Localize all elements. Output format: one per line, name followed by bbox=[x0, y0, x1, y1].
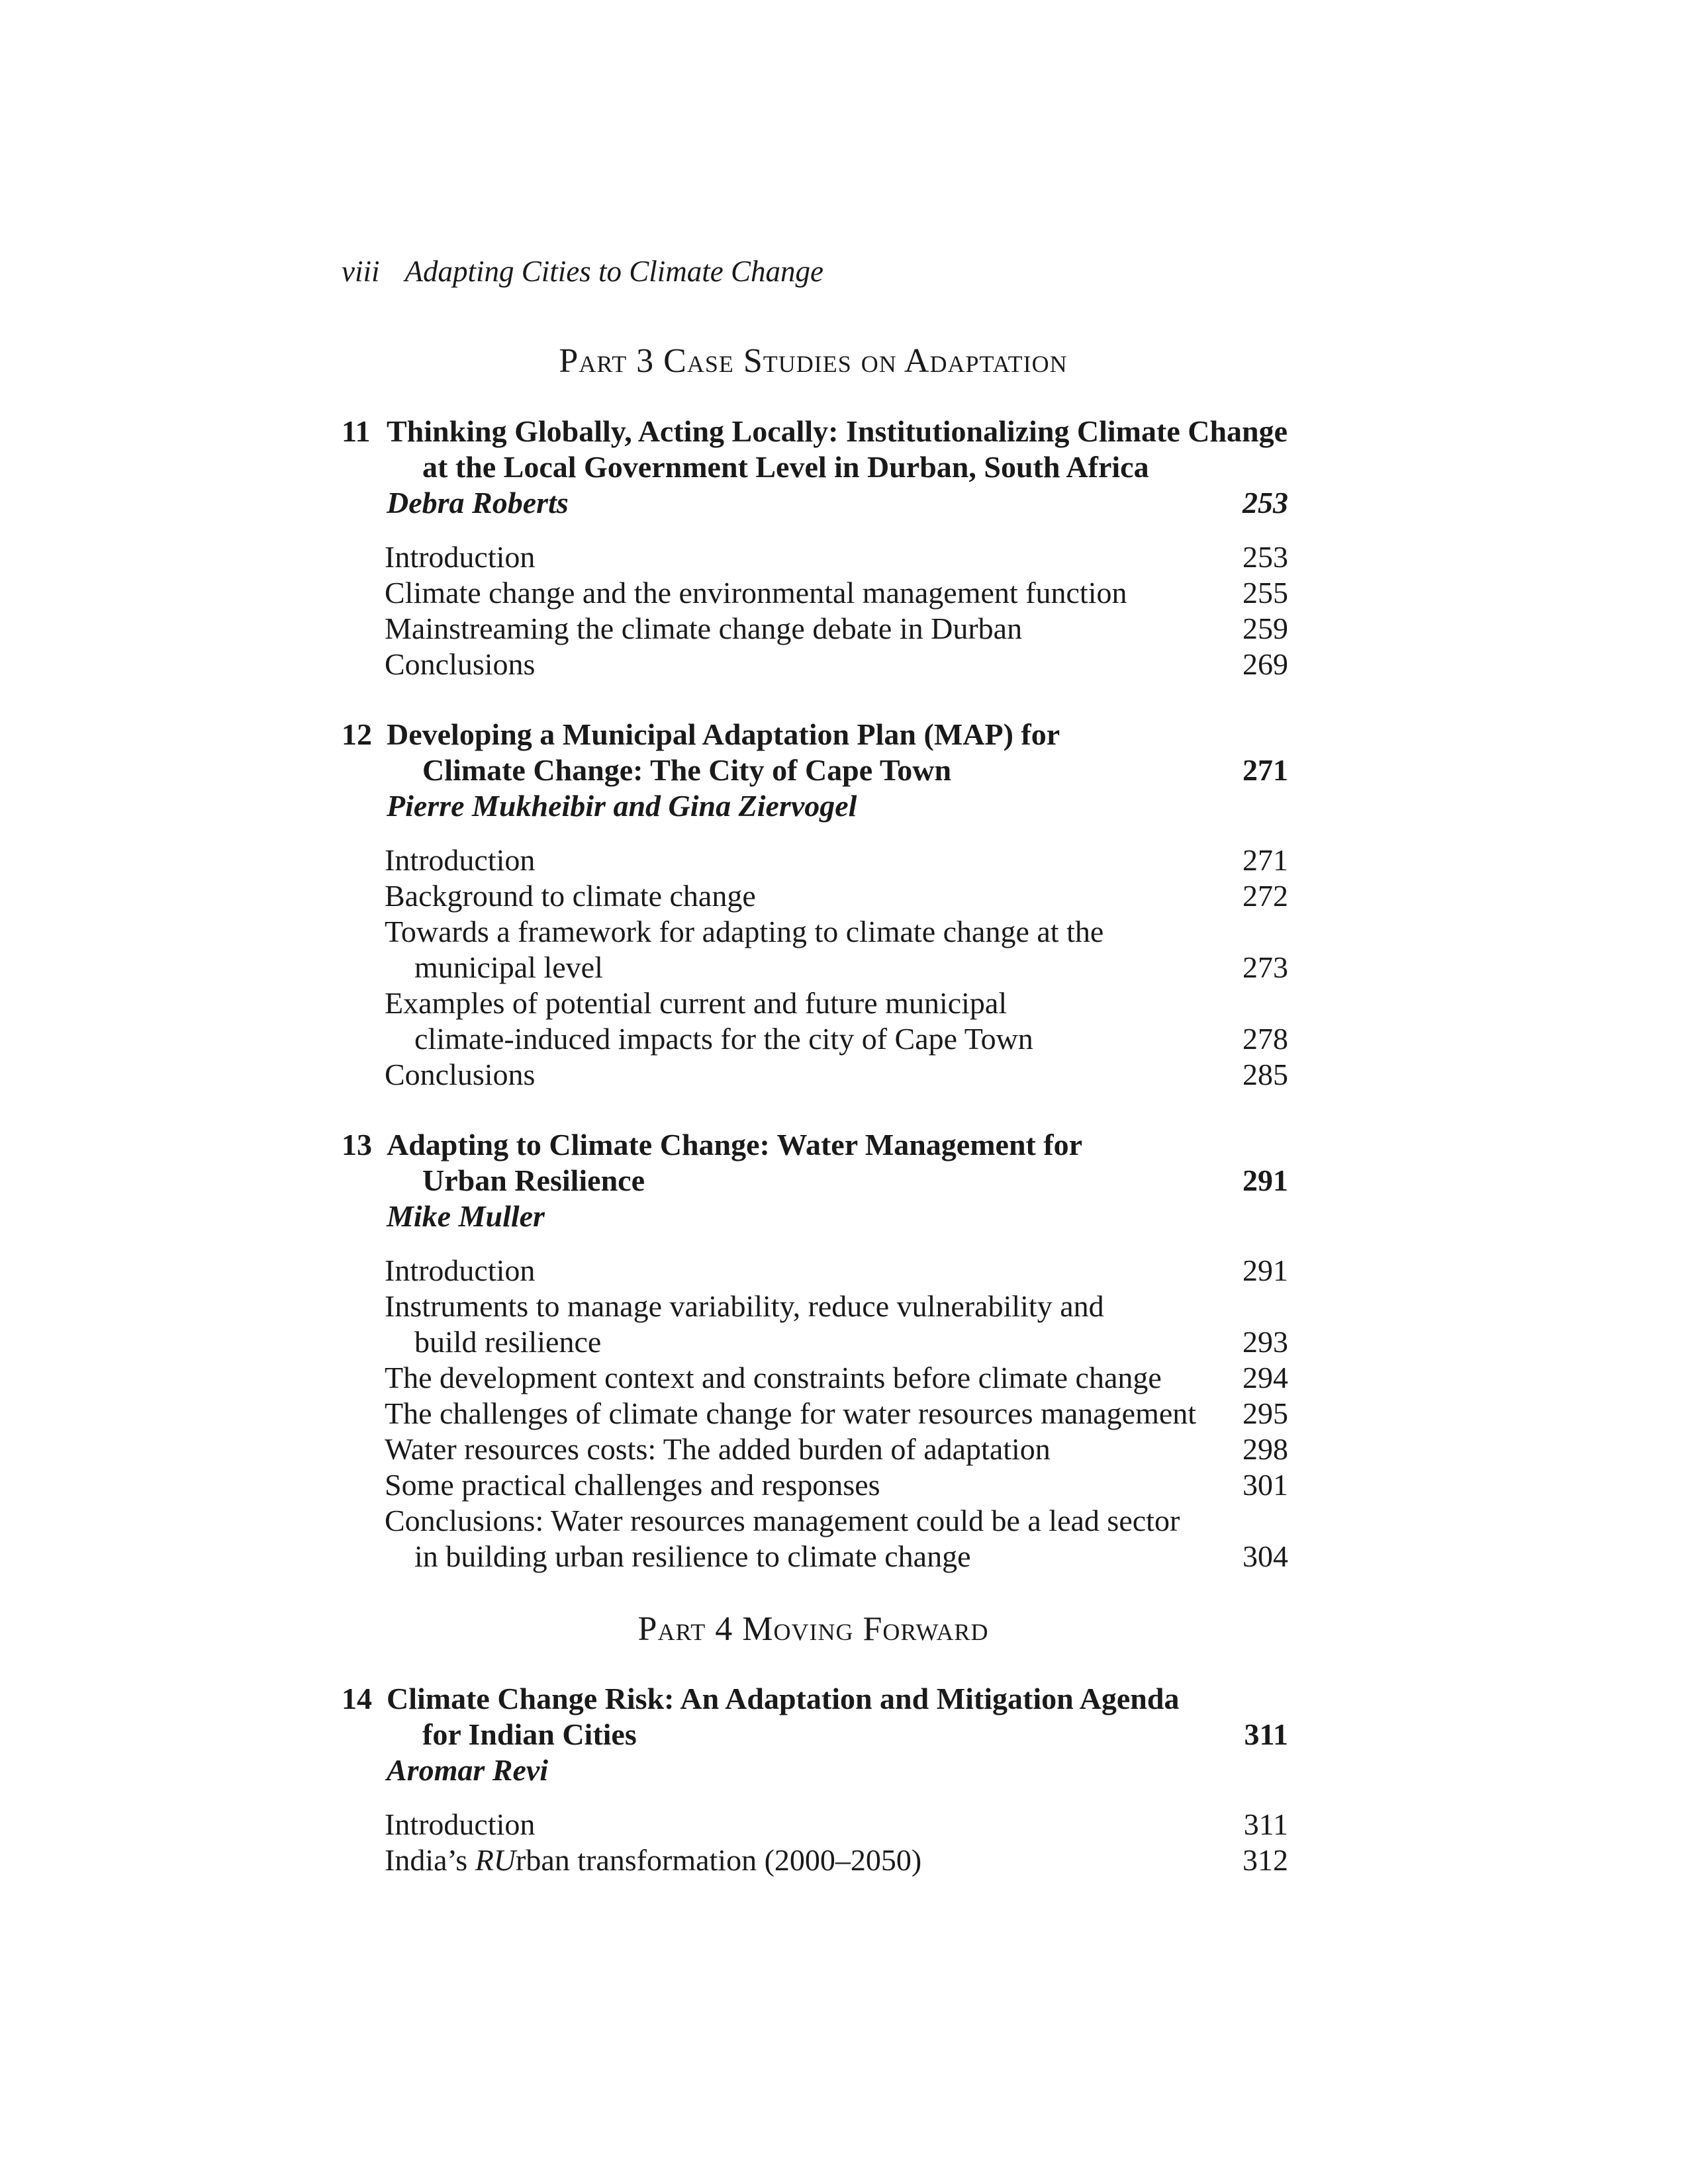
toc-entry-title: Examples of potential current and future municipal bbox=[385, 986, 1008, 1020]
toc-entry-page: 301 bbox=[1243, 1468, 1288, 1502]
toc-entry-title-continued: in building urban resilience to climate change bbox=[414, 1539, 971, 1573]
chapter-title: Developing a Municipal Adaptation Plan (MAP) for bbox=[387, 717, 1060, 751]
chapter-title-line bbox=[342, 1163, 1288, 1199]
part-4-heading: Part 4 Moving Forward bbox=[637, 1610, 989, 1648]
chapter-page: 291 bbox=[1243, 1163, 1288, 1197]
toc-entry-title: Introduction bbox=[385, 843, 536, 877]
chapter-12 bbox=[342, 717, 1288, 1093]
toc-entry bbox=[342, 1360, 1288, 1396]
toc-entry-page: 278 bbox=[1243, 1022, 1288, 1056]
chapter-page: 311 bbox=[1244, 1717, 1288, 1751]
running-head bbox=[342, 254, 823, 289]
toc-entry-page: 253 bbox=[1243, 540, 1288, 574]
toc-entry-page: 298 bbox=[1243, 1432, 1288, 1466]
chapter-title-continued: for Indian Cities bbox=[422, 1717, 637, 1751]
toc-entry-title: Some practical challenges and responses bbox=[385, 1468, 880, 1502]
chapter-title: Climate Change Risk: An Adaptation and Mitigation Agenda bbox=[387, 1682, 1180, 1715]
toc-entry-page: 312 bbox=[1243, 1843, 1288, 1877]
toc-entry-title-continued: climate-induced impacts for the city of Cape Town bbox=[414, 1022, 1033, 1056]
toc-entry bbox=[342, 1057, 1288, 1093]
chapter-title-line bbox=[342, 414, 1288, 449]
toc-entry-title-pre: India’s bbox=[385, 1843, 475, 1877]
toc-entry bbox=[342, 611, 1288, 647]
toc-entry-title: The development context and constraints before climate change bbox=[385, 1361, 1162, 1394]
book-title: Adapting Cities to Climate Change bbox=[404, 255, 823, 288]
chapter-author-line bbox=[342, 788, 1288, 824]
page-folio: viii bbox=[342, 255, 380, 288]
chapter-author-line bbox=[342, 485, 1288, 521]
chapter-number: 11 bbox=[342, 414, 371, 448]
chapter-page: 253 bbox=[1243, 486, 1288, 520]
toc-entry-continued bbox=[342, 950, 1288, 985]
chapter-title-line bbox=[342, 1127, 1288, 1163]
chapter-author-line bbox=[342, 1752, 1288, 1788]
chapter-title-line bbox=[342, 1717, 1288, 1752]
toc-entry-page: 273 bbox=[1243, 950, 1288, 984]
toc-entry bbox=[342, 1396, 1288, 1432]
toc-entry-page: 304 bbox=[1243, 1539, 1288, 1573]
chapter-title-line bbox=[342, 1681, 1288, 1717]
chapter-author: Aromar Revi bbox=[387, 1753, 549, 1787]
chapter-title-continued: Climate Change: The City of Cape Town bbox=[422, 753, 952, 787]
chapter-title-line bbox=[342, 752, 1288, 788]
toc-entry-title: Towards a framework for adapting to climate change at the bbox=[385, 915, 1104, 948]
toc-entry-continued bbox=[342, 1324, 1288, 1360]
toc-entry-page: 285 bbox=[1243, 1058, 1288, 1091]
toc-entry bbox=[342, 1253, 1288, 1289]
toc-entry-title: Background to climate change bbox=[385, 879, 756, 913]
toc-entry-continued bbox=[342, 1021, 1288, 1057]
chapter-number: 14 bbox=[342, 1682, 372, 1715]
chapter-author: Pierre Mukheibir and Gina Ziervogel bbox=[387, 789, 857, 823]
toc-entry-title-continued: build resilience bbox=[414, 1325, 602, 1359]
toc-entry bbox=[342, 878, 1288, 914]
toc-entry-title: Conclusions bbox=[385, 647, 536, 681]
section-list bbox=[342, 842, 1288, 1093]
toc-entry bbox=[342, 842, 1288, 878]
toc-entry-continued bbox=[342, 1539, 1288, 1574]
toc-entry bbox=[342, 1289, 1288, 1324]
chapter-title-line bbox=[342, 449, 1288, 485]
toc-entry-title: Introduction bbox=[385, 540, 536, 574]
toc-entry bbox=[342, 575, 1288, 611]
toc-entry-title bbox=[385, 1843, 921, 1878]
toc-entry-title: Conclusions: Water resources management could be a lead sector bbox=[385, 1504, 1180, 1537]
toc-entry-page: 295 bbox=[1243, 1396, 1288, 1430]
toc-entry-title: Climate change and the environmental management function bbox=[385, 576, 1127, 610]
toc-entry bbox=[342, 1843, 1288, 1878]
toc-entry bbox=[342, 1807, 1288, 1843]
toc-entry-title: Mainstreaming the climate change debate in Durban bbox=[385, 612, 1023, 645]
toc-entry-title: Water resources costs: The added burden of adaptation bbox=[385, 1432, 1051, 1466]
toc-entry-title: The challenges of climate change for water resources management bbox=[385, 1396, 1197, 1430]
toc-entry-title-continued: municipal level bbox=[414, 950, 603, 984]
chapter-title: Adapting to Climate Change: Water Management for bbox=[387, 1128, 1083, 1161]
section-list bbox=[342, 1807, 1288, 1878]
toc-entry-page: 269 bbox=[1243, 647, 1288, 681]
toc-entry-page: 272 bbox=[1243, 879, 1288, 913]
chapter-number: 13 bbox=[342, 1128, 372, 1161]
chapter-author: Debra Roberts bbox=[387, 486, 569, 520]
toc-entry bbox=[342, 1467, 1288, 1503]
toc-entry-title-post: rban transformation (2000–2050) bbox=[516, 1843, 922, 1877]
toc-entry-title: Conclusions bbox=[385, 1058, 536, 1091]
part-3-heading: Part 3 Case Studies on Adaptation bbox=[559, 342, 1068, 380]
section-list bbox=[342, 539, 1288, 682]
chapter-11 bbox=[342, 414, 1288, 682]
chapter-number: 12 bbox=[342, 717, 372, 751]
toc-entry bbox=[342, 539, 1288, 575]
toc-entry-page: 255 bbox=[1243, 576, 1288, 610]
toc-entry bbox=[342, 985, 1288, 1021]
chapter-title: Thinking Globally, Acting Locally: Institutionalizing Climate Change bbox=[387, 414, 1288, 448]
toc-entry bbox=[342, 914, 1288, 950]
toc-entry-title-emphasis: RU bbox=[475, 1843, 516, 1877]
chapter-page: 271 bbox=[1243, 753, 1288, 787]
chapter-author: Mike Muller bbox=[387, 1199, 545, 1233]
toc-entry bbox=[342, 1432, 1288, 1467]
section-list bbox=[342, 1253, 1288, 1574]
chapter-title-continued: at the Local Government Level in Durban, South Africa bbox=[422, 450, 1149, 484]
toc-entry-page: 293 bbox=[1243, 1325, 1288, 1359]
toc-entry-page: 294 bbox=[1243, 1361, 1288, 1394]
chapter-13 bbox=[342, 1127, 1288, 1574]
toc-entry-title: Introduction bbox=[385, 1253, 536, 1287]
chapter-title-continued: Urban Resilience bbox=[422, 1163, 645, 1197]
chapter-14 bbox=[342, 1681, 1288, 1878]
chapter-author-line bbox=[342, 1199, 1288, 1234]
toc-entry-title: Instruments to manage variability, reduce vulnerability and bbox=[385, 1289, 1104, 1323]
toc-entry-page: 291 bbox=[1243, 1253, 1288, 1287]
toc-entry-page: 311 bbox=[1243, 1807, 1288, 1841]
toc-entry bbox=[342, 647, 1288, 682]
toc-entry-title: Introduction bbox=[385, 1807, 536, 1841]
toc-entry bbox=[342, 1503, 1288, 1539]
toc-entry-page: 271 bbox=[1243, 843, 1288, 877]
chapter-title-line bbox=[342, 717, 1288, 752]
toc-entry-page: 259 bbox=[1243, 612, 1288, 645]
